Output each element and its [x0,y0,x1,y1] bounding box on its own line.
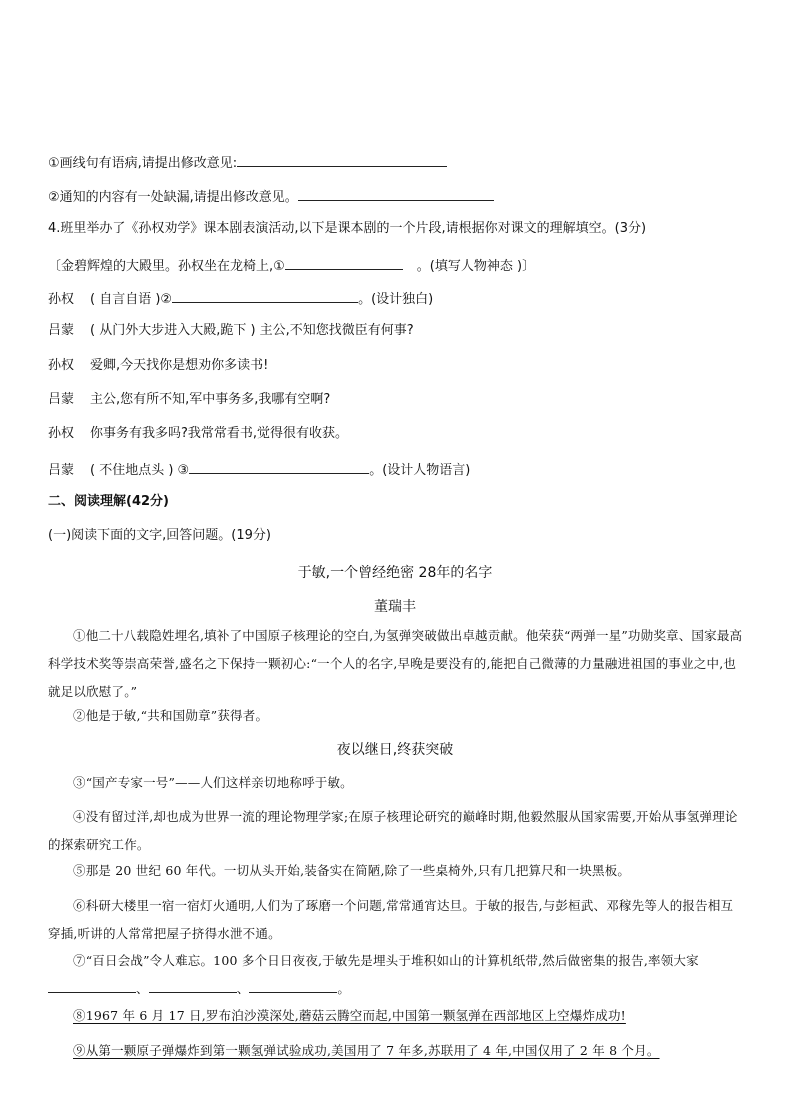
answer-blank-p7-1[interactable] [48,978,136,993]
section-heading: 二、阅读理解(42分) [48,494,169,509]
answer-blank-dialog[interactable] [189,459,369,474]
answer-blank-scene[interactable] [285,255,403,270]
paragraph-7-end: 。 [337,981,351,996]
dialog-suffix: 。(设计独白) [358,292,434,307]
dialog-line-1 [48,288,433,309]
dialog-speaker: 孙权 [48,292,75,307]
dialog-speaker: 吕蒙 [48,323,75,338]
q3-item2-text: ②通知的内容有一处缺漏,请提出修改意见。 [48,190,298,205]
dialog-text: 主公,您有所不知,军中事务多,我哪有空啊? [90,392,331,407]
answer-blank-monologue[interactable] [172,288,358,303]
paragraph-2: ②他是于敏,“共和国勋章”获得者。 [73,708,269,723]
paragraph-3: ③“国产专家一号”——人们这样亲切地称呼于敏。 [73,775,353,790]
section-subtitle: 夜以继日,终获突破 [336,742,454,758]
paragraph-7 [48,947,743,1003]
answer-blank-p7-2[interactable] [149,978,237,993]
paragraph-7-separator-2: 、 [236,981,250,996]
q3-item1-text: ①画线句有语病,请提出修改意见: [48,156,238,171]
article-author: 董瑞丰 [374,599,416,615]
paragraph-9: ⑨从第一颗原子弹爆炸到第一颗氢弹试验成功,美国用了 7 年多,苏联用了 4 年,中国仅用了 2 年 8 个月。 [73,1043,660,1058]
paragraph-4: ④没有留过洋,却也成为世界一流的理论物理学家;在原子核理论研究的巅峰时期,他毅然服从国家需要,开始从事氢弹理论的探索研究工作。 [48,809,738,852]
dialog-speaker: 吕蒙 [48,392,75,407]
dialog-text: ( 不住地点头 ) ③ [90,463,190,478]
paragraph-5: ⑤那是 20 世纪 60 年代。一切从头开始,装备实在简陋,除了一些桌椅外,只有几把算尺和一块黑板。 [73,863,631,878]
q3-item1 [48,152,447,173]
dialog-suffix: 。(设计人物语言) [369,463,471,478]
paragraph-7-separator-1: 、 [136,981,149,996]
paragraph-8: ⑧1967 年 6 月 17 日,罗布泊沙漠深处,蘑菇云腾空而起,中国第一颗氢弹在西部地区上空爆炸成功! [73,1008,626,1023]
dialog-line-2 [48,322,414,340]
dialog-speaker: 孙权 [48,426,75,441]
answer-blank-p7-3[interactable] [249,978,337,993]
q4-scene-suffix: 。(填写人物神态 )〕 [416,259,536,274]
q4-question: 4.班里举办了《孙权劝学》课本剧表演活动,以下是课本剧的一个片段,请根据你对课文的理解填空。(3分) [48,221,647,236]
reading-part-heading: (一)阅读下面的文字,回答问题。(19分) [48,528,271,543]
dialog-text: 你事务有我多吗?我常常看书,觉得很有收获。 [90,426,349,441]
q3-item2 [48,186,494,207]
paragraph-7-text: ⑦“百日会战”令人难忘。100 多个日日夜夜,于敏先是埋头于堆积如山的计算机纸带,然后做密集的报告,率领大家 [73,953,699,968]
dialog-text: ( 自言自语 )② [90,292,173,307]
q4-scene-prefix: 〔金碧辉煌的大殿里。孙权坐在龙椅上,① [48,259,285,274]
answer-blank-2[interactable] [298,186,494,201]
paragraph-6: ⑥科研大楼里一宿一宿灯火通明,人们为了琢磨一个问题,常常通宵达旦。于敏的报告,与彭桓武、邓稼先等人的报告相互穿插,听讲的人常常把屋子挤得水泄不通。 [48,898,734,941]
dialog-speaker: 吕蒙 [48,463,75,478]
dialog-line-5 [48,425,348,443]
q4-scene [48,255,535,276]
dialog-text: ( 从门外大步进入大殿,跪下 ) 主公,不知您找微臣有何事? [90,323,414,338]
paragraph-1: ①他二十八载隐姓埋名,填补了中国原子核理论的空白,为氢弹突破做出卓越贡献。他荣获“两弹一星”功勋奖章、国家最高科学技术奖等崇高荣誉,盛名之下保持一颗初心:“一个人的名字,早晚是要没有的,能把自己微薄的力量融进祖国的事业之中,也就足以欣慰了。” [48,628,743,699]
article-title: 于敏,一个曾经绝密 28年的名字 [297,565,493,581]
answer-blank-1[interactable] [237,152,447,167]
dialog-line-4 [48,391,330,409]
dialog-line-3 [48,357,268,375]
dialog-speaker: 孙权 [48,358,75,373]
dialog-line-6 [48,459,470,480]
dialog-text: 爱卿,今天找你是想劝你多读书! [90,358,269,373]
